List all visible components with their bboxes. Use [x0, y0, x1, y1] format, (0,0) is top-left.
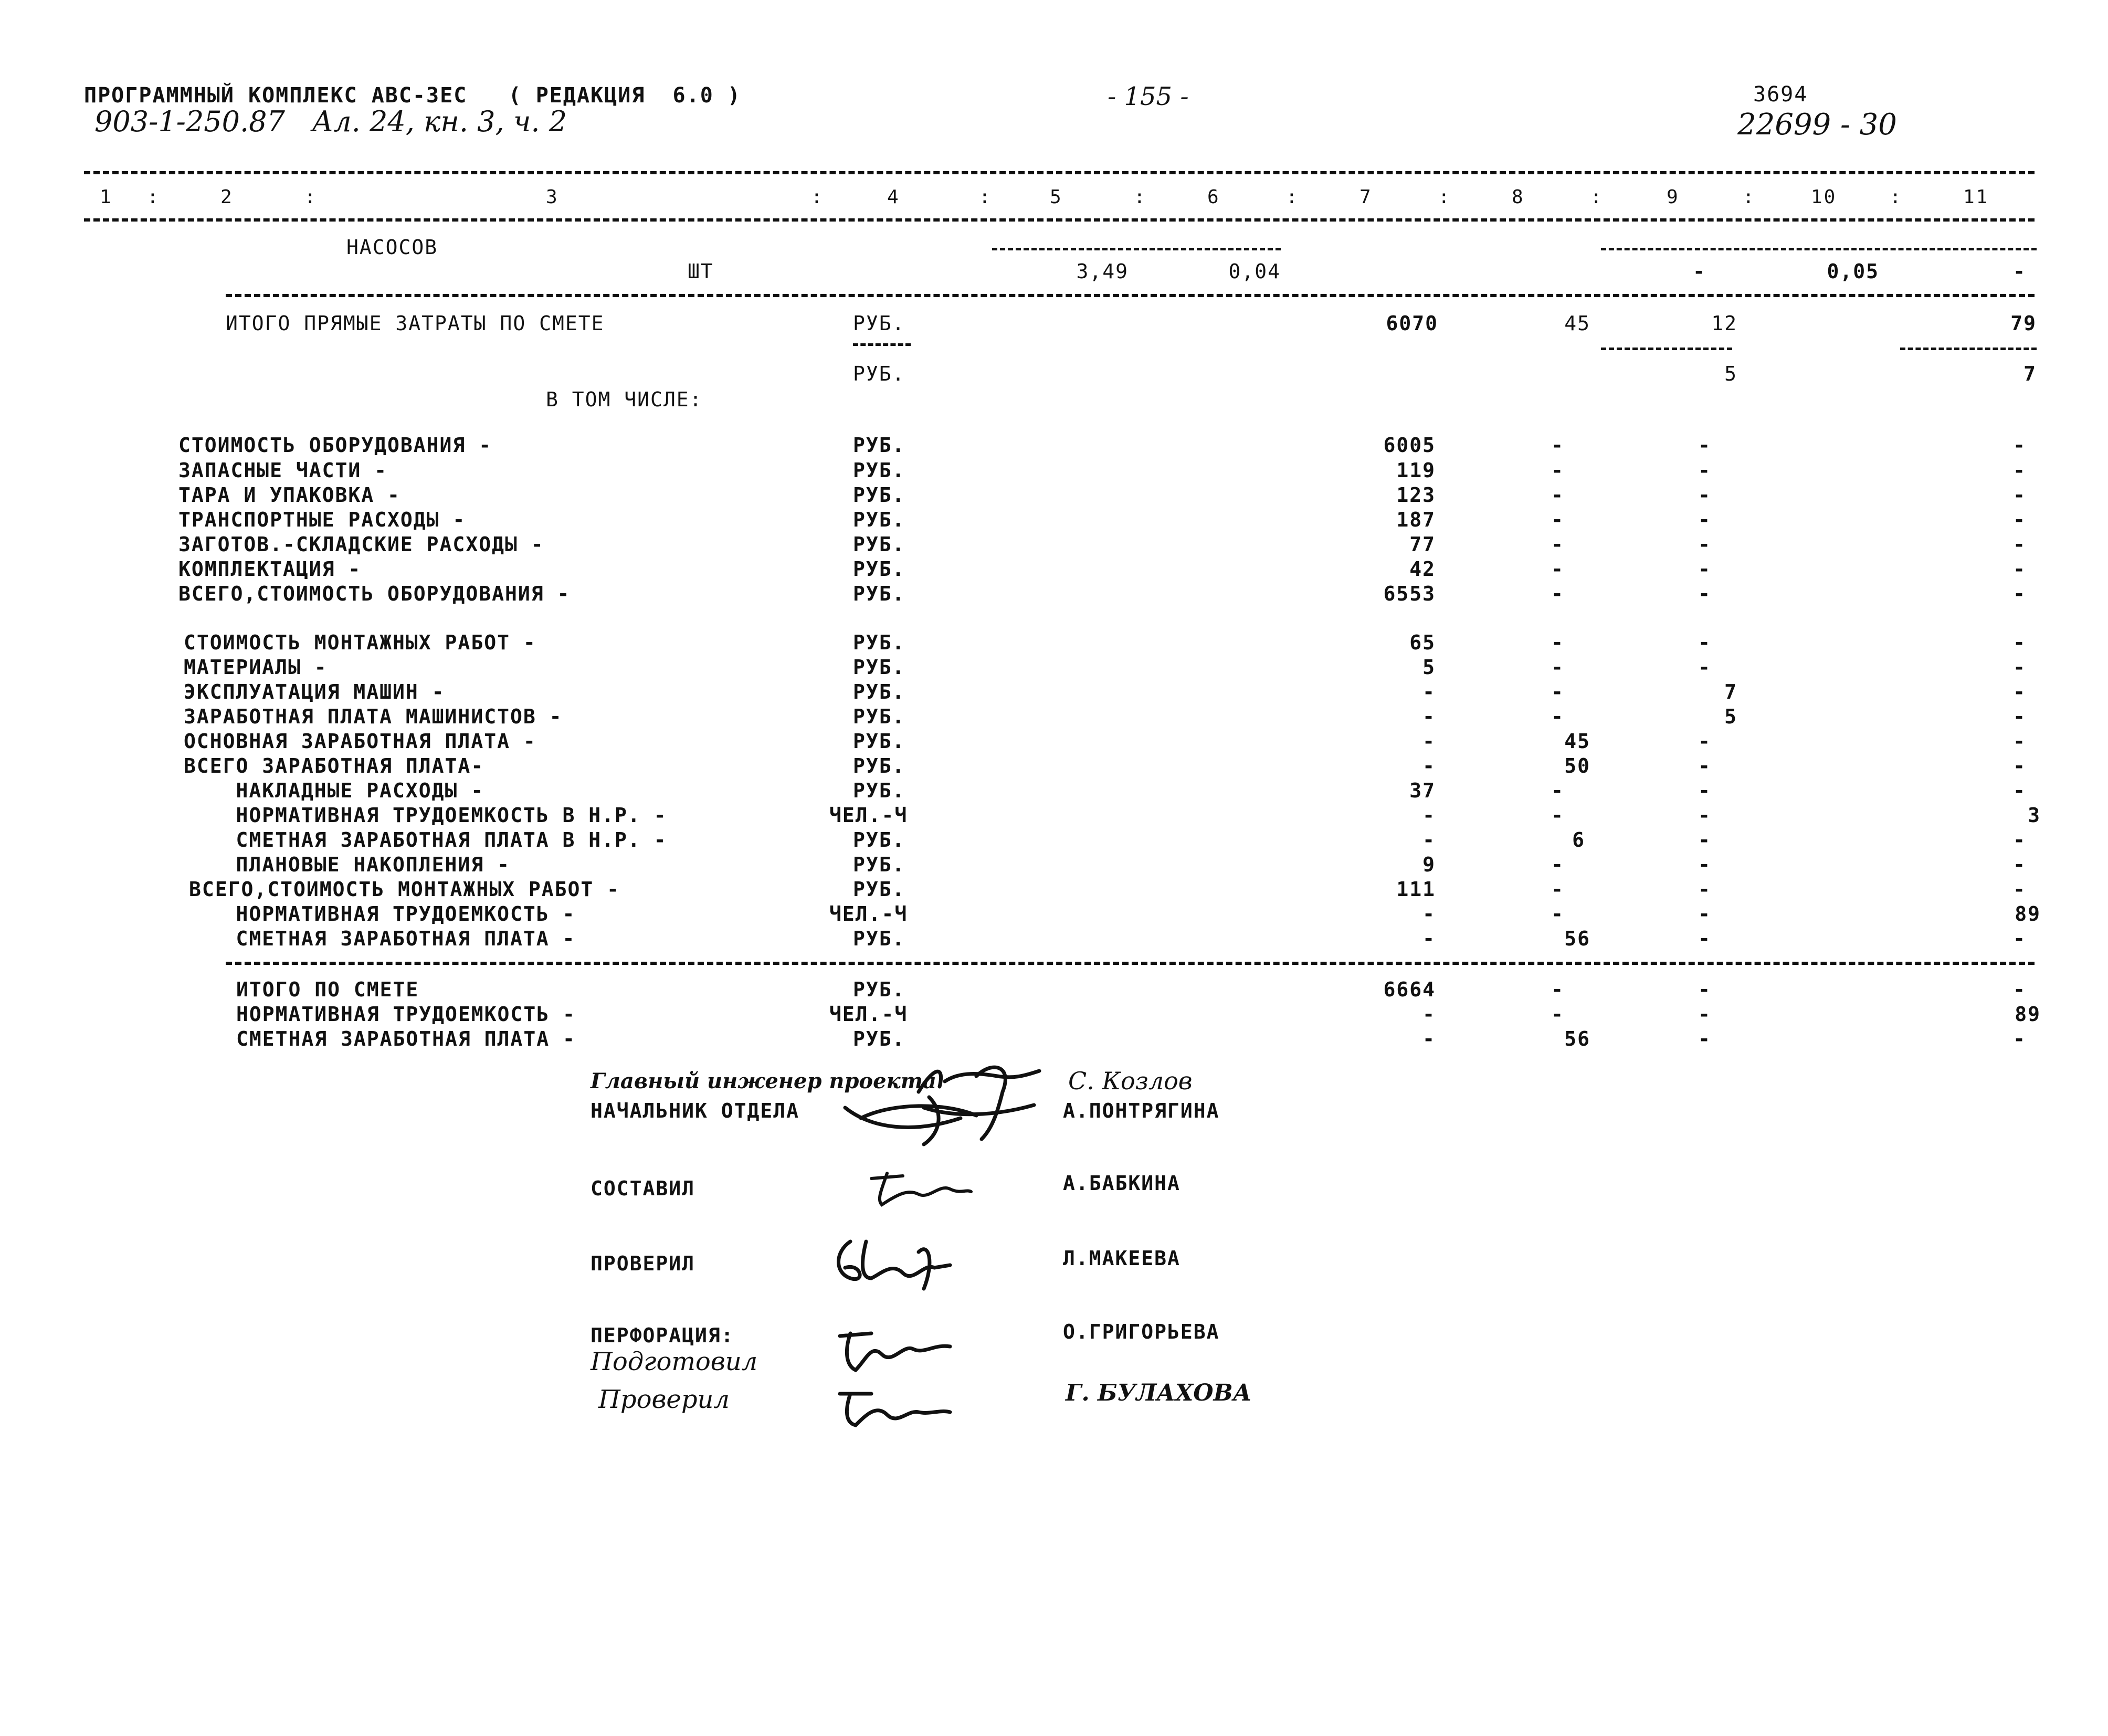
row-col11: -: [2013, 434, 2026, 457]
row-col11: -: [2013, 533, 2026, 556]
colnum-5: 5: [1050, 186, 1063, 208]
signature-name: Л.МАКЕЕВА: [1063, 1247, 1181, 1270]
row-label: СТОИМОСТЬ МОНТАЖНЫХ РАБОТ -: [184, 631, 536, 654]
row-unit: РУБ.: [853, 878, 905, 901]
page-number: - 155 -: [1108, 82, 1189, 111]
direct-costs-col11: 79: [2010, 312, 2037, 335]
row-col7: 119: [1396, 459, 1436, 482]
row-col7: 65: [1409, 631, 1436, 654]
signature-name: С. Козлов: [1068, 1067, 1193, 1095]
row-col9: -: [1698, 902, 1711, 925]
row-col11: -: [2013, 927, 2026, 950]
row-unit: РУБ.: [853, 631, 905, 654]
col-sep: :: [1286, 186, 1299, 208]
row-col9: -: [1698, 1027, 1711, 1050]
direct-costs-col8: 45: [1564, 312, 1590, 335]
colnum-7: 7: [1359, 186, 1373, 208]
row-col7: -: [1422, 804, 1436, 827]
row-label: ТРАНСПОРТНЫЕ РАСХОДЫ -: [178, 508, 466, 531]
direct-costs-label: ИТОГО ПРЯМЫЕ ЗАТРАТЫ ПО СМЕТЕ: [226, 312, 605, 335]
row-col7: -: [1422, 680, 1436, 703]
signature-name: А.ПОНТРЯГИНА: [1063, 1099, 1220, 1122]
col-sep: :: [979, 186, 992, 208]
row-col7: 9: [1422, 853, 1436, 876]
rule-col11: [1900, 348, 2037, 350]
signature-scribble-dept-head: [840, 1092, 997, 1150]
row-col9: 5: [1724, 705, 1737, 728]
direct-costs-col11b: 7: [2023, 362, 2037, 385]
row-col8: -: [1551, 582, 1564, 605]
row-unit: РУБ.: [853, 557, 905, 581]
row-unit: РУБ.: [853, 508, 905, 531]
signature-role: ПЕРФОРАЦИЯ:: [591, 1324, 734, 1347]
colnum-4: 4: [887, 186, 900, 208]
direct-costs-col7: 6070: [1386, 312, 1438, 335]
row-unit: РУБ.: [853, 730, 905, 753]
colnum-6: 6: [1207, 186, 1220, 208]
colnum-2: 2: [220, 186, 234, 208]
row-col11: -: [2013, 631, 2026, 654]
row-col8: -: [1551, 978, 1564, 1001]
row-unit: РУБ.: [853, 1027, 905, 1050]
rule-item-9-11: [1601, 248, 2037, 250]
row-label: ВСЕГО,СТОИМОСТЬ МОНТАЖНЫХ РАБОТ -: [189, 878, 620, 901]
col-sep: :: [1590, 186, 1604, 208]
sheet-number: 22699 - 30: [1737, 108, 1897, 142]
row-col11: -: [2013, 828, 2026, 851]
signature-role: ПРОВЕРИЛ: [591, 1252, 695, 1275]
row-col9: -: [1698, 508, 1711, 531]
row-label: ТАРА И УПАКОВКА -: [178, 483, 400, 507]
direct-costs-col9b: 5: [1724, 362, 1737, 385]
row-label: ЗАПАСНЫЕ ЧАСТИ -: [178, 459, 388, 482]
row-col11: -: [2013, 878, 2026, 901]
row-label: СМЕТНАЯ ЗАРАБОТНАЯ ПЛАТА -: [184, 927, 576, 950]
row-col7: 123: [1396, 483, 1436, 507]
row-col11: -: [2013, 656, 2026, 679]
row-unit: РУБ.: [853, 582, 905, 605]
rule-header-bottom: [84, 218, 2035, 222]
row-col7: -: [1422, 927, 1436, 950]
row-col8: 45: [1564, 730, 1590, 753]
row-col7: -: [1422, 754, 1436, 777]
colnum-8: 8: [1512, 186, 1525, 208]
row-unit: РУБ.: [853, 656, 905, 679]
row-col8: -: [1551, 804, 1564, 827]
row-label: СТОИМОСТЬ ОБОРУДОВАНИЯ -: [178, 434, 492, 457]
row-label: ЗАРАБОТНАЯ ПЛАТА МАШИНИСТОВ -: [184, 705, 563, 728]
row-unit: РУБ.: [853, 483, 905, 507]
row-col11: -: [2013, 705, 2026, 728]
row-label: НОРМАТИВНАЯ ТРУДОЕМКОСТЬ В Н.Р. -: [184, 804, 667, 827]
signature-role: Подготовил: [591, 1347, 758, 1376]
signature-name: А.БАБКИНА: [1063, 1172, 1181, 1195]
row-col9: 7: [1724, 680, 1737, 703]
row-col11: -: [2013, 459, 2026, 482]
rule-item-bottom: [226, 294, 2035, 297]
row-col11: -: [2013, 853, 2026, 876]
row-col8: -: [1551, 1003, 1564, 1026]
row-col8: -: [1551, 557, 1564, 581]
signature-role: СОСТАВИЛ: [591, 1177, 695, 1200]
item-unit: ШТ: [688, 260, 714, 283]
row-col8: -: [1551, 779, 1564, 802]
signature-scribble-prepared: [829, 1323, 955, 1381]
direct-costs-unit2: РУБ.: [853, 362, 905, 385]
item-col5: 3,49: [1076, 260, 1129, 283]
doc-number: 3694: [1753, 82, 1808, 107]
row-unit: РУБ.: [853, 754, 905, 777]
row-unit: РУБ.: [853, 459, 905, 482]
row-unit: РУБ.: [853, 533, 905, 556]
row-label: ЗАГОТОВ.-СКЛАДСКИЕ РАСХОДЫ -: [178, 533, 544, 556]
rule-totals-top: [226, 962, 2035, 965]
signature-name: Г. БУЛАХОВА: [1066, 1380, 1252, 1406]
col-sep: :: [811, 186, 824, 208]
row-col7: -: [1422, 705, 1436, 728]
row-col8: 56: [1564, 927, 1590, 950]
row-label: КОМПЛЕКТАЦИЯ -: [178, 557, 362, 581]
row-unit: РУБ.: [853, 828, 905, 851]
row-unit: РУБ.: [853, 680, 905, 703]
row-col9: -: [1698, 434, 1711, 457]
row-col11: -: [2013, 978, 2026, 1001]
row-unit: РУБ.: [853, 779, 905, 802]
row-col7: 6664: [1383, 978, 1436, 1001]
row-col7: 77: [1409, 533, 1436, 556]
row-label: ЭКСПЛУАТАЦИЯ МАШИН -: [184, 680, 445, 703]
row-label: НАКЛАДНЫЕ РАСХОДЫ -: [184, 779, 484, 802]
row-col7: 6553: [1383, 582, 1436, 605]
signature-role: Главный инженер проекта: [591, 1069, 936, 1093]
signature-role: НАЧАЛЬНИК ОТДЕЛА: [591, 1099, 800, 1122]
row-label: ВСЕГО,СТОИМОСТЬ ОБОРУДОВАНИЯ -: [178, 582, 571, 605]
row-col9: -: [1698, 779, 1711, 802]
row-col11: 89: [2015, 1003, 2041, 1026]
row-col7: -: [1422, 828, 1436, 851]
rule-item-5-6: [992, 248, 1281, 250]
row-col8: -: [1551, 434, 1564, 457]
row-col7: 37: [1409, 779, 1436, 802]
signature-scribble-verified: [829, 1383, 955, 1436]
row-label: НОРМАТИВНАЯ ТРУДОЕМКОСТЬ -: [184, 902, 576, 925]
item-col6: 0,04: [1228, 260, 1281, 283]
row-col9: -: [1698, 828, 1711, 851]
row-col9: -: [1698, 978, 1711, 1001]
row-col11: -: [2013, 582, 2026, 605]
signature-name: О.ГРИГОРЬЕВА: [1063, 1320, 1220, 1343]
row-unit: РУБ.: [853, 705, 905, 728]
row-col11: -: [2013, 557, 2026, 581]
item-col11: -: [2013, 260, 2026, 283]
row-col8: 56: [1564, 1027, 1590, 1050]
col-sep: :: [1134, 186, 1147, 208]
row-col8: -: [1551, 483, 1564, 507]
row-col9: -: [1698, 853, 1711, 876]
rule-unit: [853, 343, 911, 346]
colnum-9: 9: [1667, 186, 1680, 208]
project-code: 903-1-250.87 Ал. 24, кн. 3, ч. 2: [94, 105, 567, 138]
row-col8: -: [1551, 902, 1564, 925]
colnum-3: 3: [546, 186, 559, 208]
row-col11: -: [2013, 754, 2026, 777]
row-col8: -: [1551, 705, 1564, 728]
including-label: В ТОМ ЧИСЛЕ:: [546, 388, 703, 411]
row-col11: -: [2013, 680, 2026, 703]
col-sep: :: [1438, 186, 1451, 208]
rule-top: [84, 171, 2035, 174]
row-col11: 89: [2015, 902, 2041, 925]
colnum-10: 10: [1811, 186, 1837, 208]
colnum-11: 11: [1963, 186, 1989, 208]
row-col7: -: [1422, 730, 1436, 753]
row-col7: 187: [1396, 508, 1436, 531]
rule-col9: [1601, 348, 1732, 350]
row-col8: -: [1551, 533, 1564, 556]
row-col9: -: [1698, 459, 1711, 482]
row-col11: -: [2013, 779, 2026, 802]
row-col8: -: [1551, 853, 1564, 876]
row-col11: -: [2013, 508, 2026, 531]
col-sep: :: [1743, 186, 1756, 208]
row-label: ПЛАНОВЫЕ НАКОПЛЕНИЯ -: [184, 853, 510, 876]
row-col8: -: [1551, 508, 1564, 531]
row-col9: -: [1698, 730, 1711, 753]
row-col11: 3: [2028, 804, 2041, 827]
row-col8: 50: [1564, 754, 1590, 777]
row-label: СМЕТНАЯ ЗАРАБОТНАЯ ПЛАТА -: [236, 1027, 576, 1050]
row-unit: ЧЕЛ.-Ч: [829, 902, 908, 925]
row-unit: ЧЕЛ.-Ч: [829, 1003, 908, 1026]
direct-costs-col9: 12: [1711, 312, 1737, 335]
row-col9: -: [1698, 533, 1711, 556]
signature-scribble-compiled: [861, 1163, 976, 1215]
row-unit: ЧЕЛ.-Ч: [829, 804, 908, 827]
row-unit: РУБ.: [853, 853, 905, 876]
row-col8: -: [1551, 656, 1564, 679]
row-col8: -: [1551, 631, 1564, 654]
row-label: ИТОГО ПО СМЕТЕ: [236, 978, 419, 1001]
row-col11: -: [2013, 483, 2026, 507]
row-col9: -: [1698, 656, 1711, 679]
col-sep: :: [1890, 186, 1903, 208]
direct-costs-unit: РУБ.: [853, 312, 905, 335]
row-col9: -: [1698, 557, 1711, 581]
row-col8: 6: [1572, 828, 1585, 851]
row-col7: -: [1422, 1003, 1436, 1026]
item-col9: -: [1693, 260, 1706, 283]
row-col7: 6005: [1383, 434, 1436, 457]
row-col9: -: [1698, 878, 1711, 901]
row-label: НОРМАТИВНАЯ ТРУДОЕМКОСТЬ -: [236, 1003, 576, 1026]
row-col9: -: [1698, 582, 1711, 605]
row-label: ОСНОВНАЯ ЗАРАБОТНАЯ ПЛАТА -: [184, 730, 536, 753]
row-col7: -: [1422, 1027, 1436, 1050]
row-col7: -: [1422, 902, 1436, 925]
signature-role: Проверил: [598, 1385, 730, 1414]
row-col8: -: [1551, 680, 1564, 703]
colnum-1: 1: [100, 186, 113, 208]
row-col9: -: [1698, 1003, 1711, 1026]
signature-scribble-checked: [824, 1231, 961, 1299]
item-col10: 0,05: [1827, 260, 1879, 283]
row-col9: -: [1698, 927, 1711, 950]
row-label: ВСЕГО ЗАРАБОТНАЯ ПЛАТА-: [184, 754, 484, 777]
row-col7: 42: [1409, 557, 1436, 581]
program-title: ПРОГРАММНЫЙ КОМПЛЕКС АВС-ЗЕС ( РЕДАКЦИЯ 6.0 ): [84, 83, 741, 108]
row-unit: РУБ.: [853, 927, 905, 950]
row-col9: -: [1698, 754, 1711, 777]
item-name: НАСОСОВ: [346, 236, 438, 259]
col-sep: :: [147, 186, 160, 208]
row-col7: 111: [1396, 878, 1436, 901]
row-col7: 5: [1422, 656, 1436, 679]
row-col8: -: [1551, 459, 1564, 482]
row-col8: -: [1551, 878, 1564, 901]
row-label: СМЕТНАЯ ЗАРАБОТНАЯ ПЛАТА В Н.Р. -: [184, 828, 667, 851]
col-sep: :: [304, 186, 318, 208]
row-col9: -: [1698, 631, 1711, 654]
row-col9: -: [1698, 483, 1711, 507]
row-col9: -: [1698, 804, 1711, 827]
row-col11: -: [2013, 1027, 2026, 1050]
row-col11: -: [2013, 730, 2026, 753]
row-unit: РУБ.: [853, 434, 905, 457]
row-label: МАТЕРИАЛЫ -: [184, 656, 328, 679]
row-unit: РУБ.: [853, 978, 905, 1001]
